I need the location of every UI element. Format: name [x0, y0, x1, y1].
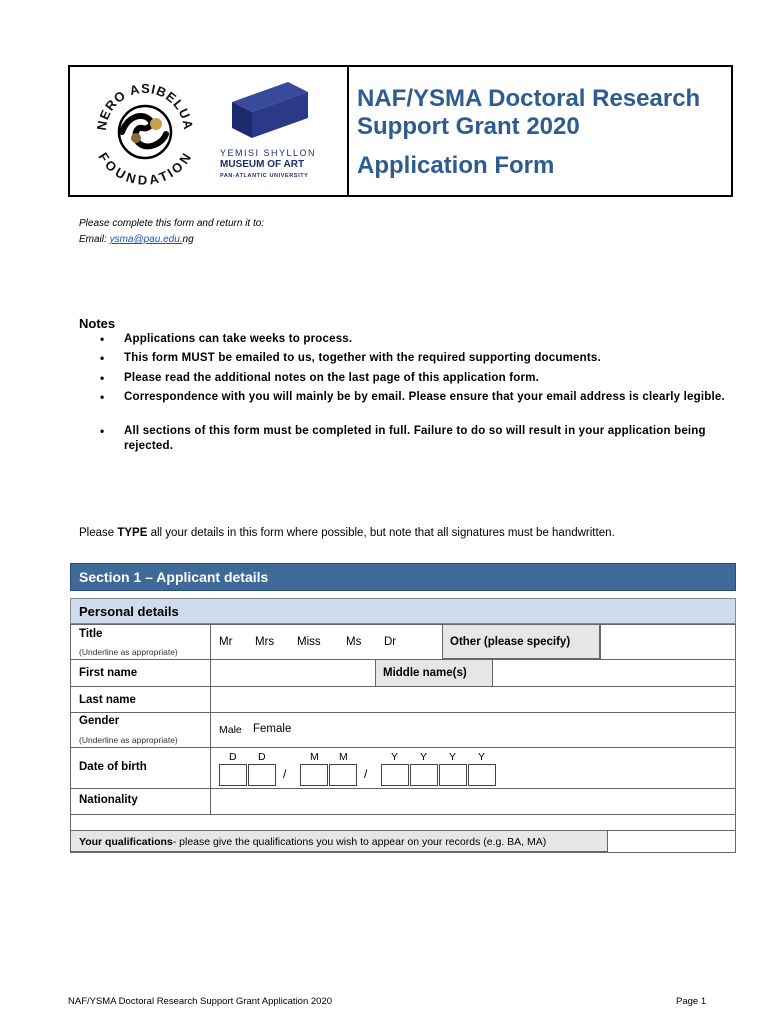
title-option-dr[interactable]: Dr: [384, 636, 397, 648]
document-subtitle: Application Form: [357, 152, 555, 179]
dob-year-letter: Y: [478, 751, 486, 763]
bullet-icon: •: [100, 351, 105, 365]
naf-logo: [92, 72, 198, 188]
ysma-logo-line2: MUSEUM OF ART: [220, 159, 305, 170]
email-link[interactable]: ysma@pau.edu.: [109, 234, 183, 245]
last-name-input[interactable]: [211, 687, 735, 712]
note-item: Please read the additional notes on the last page of this application form.: [124, 372, 540, 384]
dob-separator: /: [283, 767, 287, 781]
type-instruction-after: all your details in this form where possible, but note that all signatures must be handwritten.: [147, 527, 615, 539]
last-name-label: Last name: [79, 694, 136, 706]
qualifications-bold: Your qualifications: [79, 836, 173, 848]
middle-name-label: Middle name(s): [383, 667, 467, 679]
header-divider: [347, 65, 349, 197]
dob-month-letter: M: [339, 751, 348, 763]
note-item: All sections of this form must be completed in full. Failure to do so will result in your application being rejected.: [124, 425, 706, 452]
bullet-icon: •: [100, 424, 105, 438]
type-instruction-bold: TYPE: [117, 527, 148, 539]
dob-day-letter: D: [229, 751, 237, 763]
note-item: Correspondence with you will mainly be by email. Please ensure that your email address is clearly legible.: [124, 391, 725, 403]
type-instruction-before: Please: [79, 527, 118, 539]
bullet-icon: •: [100, 371, 105, 385]
dob-label: Date of birth: [79, 761, 147, 773]
dob-separator: /: [364, 767, 368, 781]
section-1-title: Section 1 – Applicant details: [79, 569, 269, 585]
dob-year-letter: Y: [420, 751, 428, 763]
dob-month-box[interactable]: [329, 764, 357, 786]
footer-page-number: Page 1: [676, 996, 707, 1007]
title-option-mr[interactable]: Mr: [219, 636, 233, 648]
dob-year-box[interactable]: [439, 764, 467, 786]
dob-day-box[interactable]: [248, 764, 276, 786]
personal-details-title: Personal details: [79, 604, 179, 619]
first-name-input[interactable]: [211, 660, 375, 686]
nationality-input[interactable]: [211, 789, 735, 814]
email-prefix: Email:: [79, 234, 110, 245]
document-title-line1: NAF/YSMA Doctoral Research: [357, 85, 701, 112]
table-label-column-divider: [210, 624, 211, 814]
return-instruction: Please complete this form and return it to:: [79, 218, 265, 229]
email-suffix: ng: [182, 234, 194, 245]
bullet-icon: •: [100, 390, 105, 404]
dob-day-box[interactable]: [219, 764, 247, 786]
table-line: [70, 814, 736, 815]
note-item: This form MUST be emailed to us, together with the required supporting documents.: [124, 352, 601, 364]
dob-year-box[interactable]: [468, 764, 496, 786]
bullet-icon: •: [100, 332, 105, 346]
note-item: Applications can take weeks to process.: [124, 333, 353, 345]
email-line: [79, 234, 194, 245]
title-option-miss[interactable]: Miss: [297, 636, 321, 648]
dob-year-letter: Y: [391, 751, 399, 763]
ysma-logo-line1: YEMISI SHYLLON: [220, 148, 317, 158]
gender-label: Gender: [79, 715, 120, 727]
title-option-ms[interactable]: Ms: [346, 636, 362, 648]
first-name-label: First name: [79, 667, 138, 679]
qualifications-input[interactable]: [609, 831, 735, 852]
qualifications-prompt: [79, 836, 546, 848]
document-title-line2: Support Grant 2020: [357, 113, 580, 140]
notes-title: Notes: [79, 316, 116, 331]
dob-year-box[interactable]: [381, 764, 409, 786]
dob-month-box[interactable]: [300, 764, 328, 786]
footer-document-name: NAF/YSMA Doctoral Research Support Grant Application 2020: [68, 996, 333, 1007]
table-line: [70, 747, 736, 748]
nationality-label: Nationality: [79, 794, 138, 806]
dob-month-letter: M: [310, 751, 319, 763]
other-title-input[interactable]: [601, 625, 735, 659]
title-label: Title: [79, 628, 103, 640]
ysma-logo-line3: PAN-ATLANTIC UNIVERSITY: [220, 173, 309, 179]
dob-year-letter: Y: [449, 751, 457, 763]
title-option-mrs[interactable]: Mrs: [255, 636, 275, 648]
naf-logo-bottom-text: FOUNDATION: [95, 149, 195, 188]
dob-year-box[interactable]: [410, 764, 438, 786]
gender-sublabel: (Underline as appropriate): [79, 735, 178, 745]
other-title-label: Other (please specify): [450, 636, 571, 648]
title-sublabel: (Underline as appropriate): [79, 647, 178, 657]
dob-day-letter: D: [258, 751, 266, 763]
naf-logo-top-text: NERO ASIBELUA: [93, 80, 197, 132]
table-line: [70, 852, 736, 853]
gender-option-male[interactable]: Male: [219, 724, 242, 736]
type-instruction: [79, 527, 615, 539]
middle-name-input[interactable]: [494, 660, 735, 686]
table-line: [70, 712, 736, 713]
gender-option-female[interactable]: Female: [253, 723, 292, 735]
qualifications-text: - please give the qualifications you wish to appear on your records (e.g. BA, MA): [172, 836, 547, 848]
